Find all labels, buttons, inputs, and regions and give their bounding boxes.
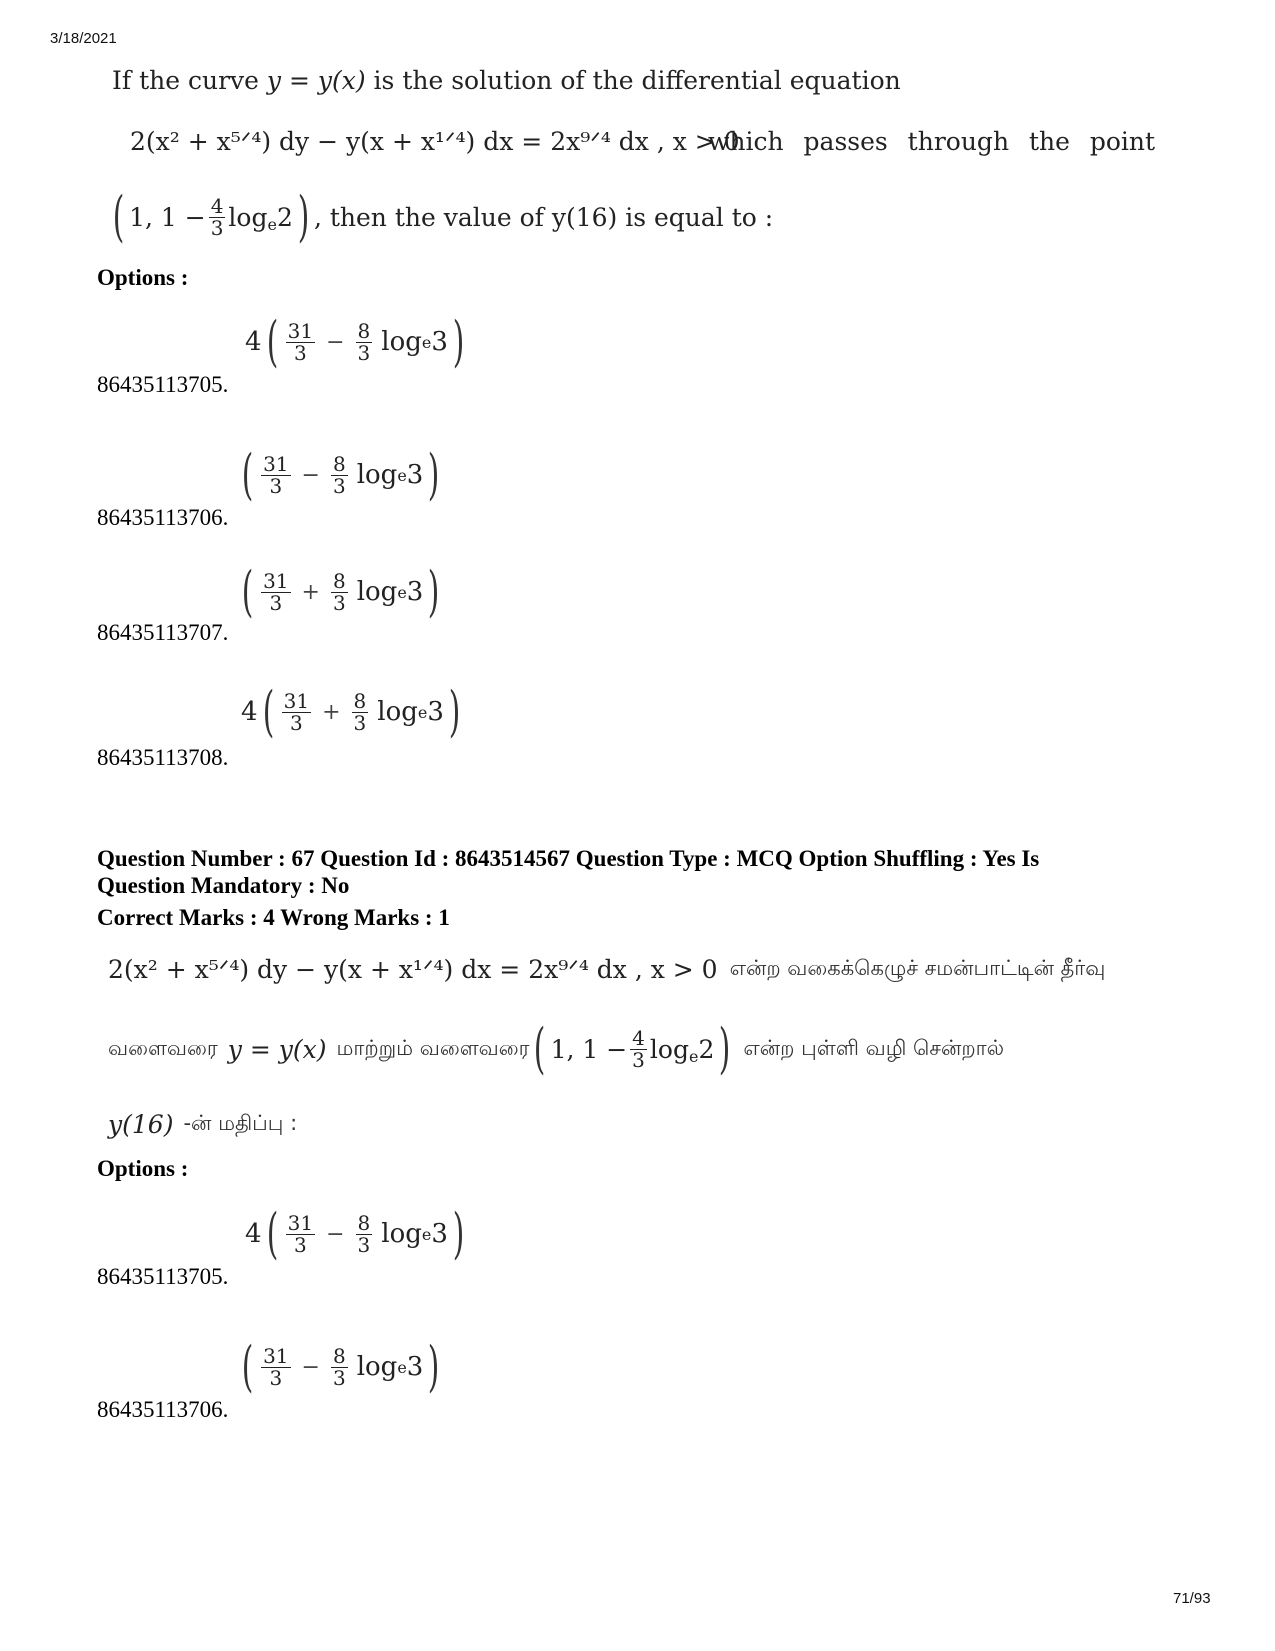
option-id: 86435113706.	[97, 505, 229, 530]
q66-options-label: Options :	[97, 265, 189, 290]
left-paren: (	[266, 310, 278, 373]
page-number: 71/93	[1173, 1590, 1211, 1607]
option-fraction-2	[352, 688, 369, 735]
fraction-numerator: 4	[632, 1025, 645, 1050]
option-fraction-2	[356, 1210, 373, 1257]
option-fraction-2	[331, 568, 348, 615]
fraction-numerator: 31	[287, 318, 314, 343]
q66-equation-tail: which passes through the point	[708, 127, 1156, 156]
fraction-numerator: 8	[332, 1343, 346, 1368]
option-fraction-1	[286, 318, 315, 365]
fraction-numerator: 31	[263, 451, 289, 476]
option-id: 86435113705.	[97, 372, 229, 397]
q67-tamil-2a: வளைவரை	[108, 1035, 218, 1060]
option-log: log	[356, 460, 398, 490]
q66-equation	[130, 127, 740, 156]
q67-meta	[97, 845, 1217, 931]
right-paren: )	[297, 185, 310, 248]
q67-meta-line2: Question Mandatory : No	[97, 873, 350, 898]
fraction-numerator: 8	[332, 451, 346, 476]
option-fraction-1	[261, 451, 290, 498]
right-paren: )	[448, 680, 461, 743]
q67-options-label: Options :	[97, 1156, 189, 1181]
q67-point-log: log	[649, 1034, 689, 1064]
left-paren: (	[241, 1335, 254, 1398]
fraction-denominator: 3	[210, 215, 224, 240]
option-log-arg: 3	[406, 460, 424, 490]
q66-curve: y = y(x)	[266, 66, 366, 95]
fraction-denominator: 3	[293, 1232, 307, 1257]
option-fraction-2	[356, 318, 373, 365]
left-paren: (	[262, 680, 274, 743]
option-log-base: e	[421, 332, 432, 352]
option-log-arg: 3	[427, 697, 444, 727]
q66-point-line	[108, 185, 774, 248]
page-date: 3/18/2021	[50, 30, 117, 47]
q67-point-fraction	[630, 1025, 647, 1072]
q66-stem-line1	[112, 66, 901, 95]
q67-equation-line	[108, 955, 1105, 984]
q67-tamil-2b: மாற்றும் வளைவரை	[336, 1035, 530, 1060]
option-coefficient: 4	[245, 327, 262, 357]
q67-tamil-3: -ன் மதிப்பு :	[183, 1111, 298, 1135]
option-expression	[237, 443, 444, 506]
option-operator: −	[326, 329, 345, 355]
option-expression	[245, 310, 469, 373]
option-coefficient: 4	[241, 697, 258, 727]
q66-stem-prefix: If the curve	[112, 66, 267, 95]
option-log-arg: 3	[406, 577, 424, 607]
fraction-denominator: 3	[332, 1365, 346, 1390]
option-fraction-1	[282, 688, 311, 735]
option-expression	[245, 1202, 469, 1265]
fraction-numerator: 31	[283, 688, 310, 713]
fraction-denominator: 3	[269, 1365, 283, 1390]
q67-point-log-arg: 2	[698, 1034, 715, 1064]
q66-point-text: 1, 1 −	[129, 202, 206, 232]
fraction-denominator: 3	[293, 340, 307, 365]
q67-tamil-1: என்ற வகைக்கெழுச் சமன்பாட்டின் தீர்வு	[729, 956, 1106, 980]
option-log-base: e	[417, 702, 428, 722]
option-operator: −	[301, 462, 320, 488]
option-log-base: e	[397, 465, 407, 485]
left-paren: (	[241, 443, 254, 506]
fraction-denominator: 3	[332, 590, 346, 615]
option-id: 86435113706.	[97, 1397, 229, 1422]
fraction-numerator: 31	[263, 1343, 289, 1368]
left-paren: (	[266, 1202, 278, 1265]
fraction-denominator: 3	[332, 473, 346, 498]
fraction-numerator: 8	[332, 568, 346, 593]
option-id: 86435113708.	[97, 745, 229, 770]
option-log-base: e	[397, 1357, 407, 1377]
fraction-denominator: 3	[353, 710, 367, 735]
q66-stem-suffix: is the solution of the differential equation	[365, 66, 901, 95]
fraction-denominator: 3	[357, 1232, 371, 1257]
right-paren: )	[719, 1017, 731, 1080]
option-log: log	[381, 1219, 422, 1249]
fraction-denominator: 3	[632, 1047, 645, 1072]
option-operator: +	[322, 699, 341, 725]
option-log-arg: 3	[431, 327, 448, 357]
left-paren: (	[112, 185, 125, 248]
q67-meta-line1: Question Number : 67 Question Id : 8643514567 Question Type : MCQ Option Shuffling : Yes Is	[97, 846, 1040, 871]
right-paren: )	[428, 1335, 440, 1398]
fraction-denominator: 3	[289, 710, 303, 735]
option-expression	[241, 680, 465, 743]
fraction-numerator: 8	[357, 318, 371, 343]
right-paren: )	[428, 560, 440, 623]
option-fraction-1	[261, 568, 290, 615]
option-operator: −	[326, 1221, 345, 1247]
fraction-numerator: 31	[287, 1210, 314, 1235]
q67-point-text: 1, 1 −	[550, 1034, 628, 1064]
fraction-denominator: 3	[269, 473, 283, 498]
left-paren: (	[241, 560, 254, 623]
q67-curve: y = y(x)	[227, 1034, 327, 1064]
option-fraction-2	[331, 1343, 348, 1390]
option-log-base: e	[421, 1224, 432, 1244]
right-paren: )	[428, 443, 440, 506]
option-log: log	[356, 577, 398, 607]
q66-point-log-base: e	[267, 214, 277, 234]
q67-tamil-2c: என்ற புள்ளி வழி சென்றால்	[743, 1035, 1005, 1060]
option-expression	[237, 560, 444, 623]
left-paren: (	[534, 1017, 546, 1080]
q67-point-log-base: e	[688, 1046, 699, 1066]
fraction-denominator: 3	[269, 590, 283, 615]
option-log: log	[381, 327, 422, 357]
option-operator: +	[301, 579, 320, 605]
q67-equation-main: 2(x² + x⁵ᐟ⁴) dy − y(x + x¹ᐟ⁴) dx = 2x⁹ᐟ⁴ dx , x > 0	[108, 955, 718, 984]
q67-line3	[108, 1110, 297, 1139]
option-id: 86435113707.	[97, 620, 229, 645]
q66-point-fraction	[209, 193, 226, 240]
fraction-denominator: 3	[357, 340, 371, 365]
q67-point-line	[108, 1017, 1005, 1080]
fraction-numerator: 8	[357, 1210, 371, 1235]
option-fraction-2	[331, 451, 348, 498]
q66-point-log-arg: 2	[276, 202, 293, 232]
right-paren: )	[452, 1202, 465, 1265]
option-operator: −	[301, 1354, 320, 1380]
q66-equation-main: 2(x² + x⁵ᐟ⁴) dy − y(x + x¹ᐟ⁴) dx = 2x⁹ᐟ⁴ dx , x > 0	[130, 127, 740, 156]
q67-marks: Correct Marks : 4 Wrong Marks : 1	[97, 905, 450, 930]
option-log: log	[356, 1352, 398, 1382]
option-coefficient: 4	[245, 1219, 262, 1249]
q66-point-log: log	[228, 202, 268, 232]
option-fraction-1	[261, 1343, 290, 1390]
fraction-numerator: 4	[210, 193, 224, 218]
q66-stem-line3: , then the value of y(16) is equal to :	[313, 202, 774, 232]
fraction-numerator: 8	[353, 688, 367, 713]
right-paren: )	[452, 310, 465, 373]
option-expression	[237, 1335, 444, 1398]
option-log-base: e	[397, 582, 407, 602]
q67-line3-math: y(16)	[108, 1110, 174, 1139]
fraction-numerator: 31	[263, 568, 289, 593]
option-fraction-1	[286, 1210, 315, 1257]
option-log: log	[377, 697, 418, 727]
option-log-arg: 3	[406, 1352, 424, 1382]
option-id: 86435113705.	[97, 1264, 229, 1289]
option-log-arg: 3	[431, 1219, 448, 1249]
